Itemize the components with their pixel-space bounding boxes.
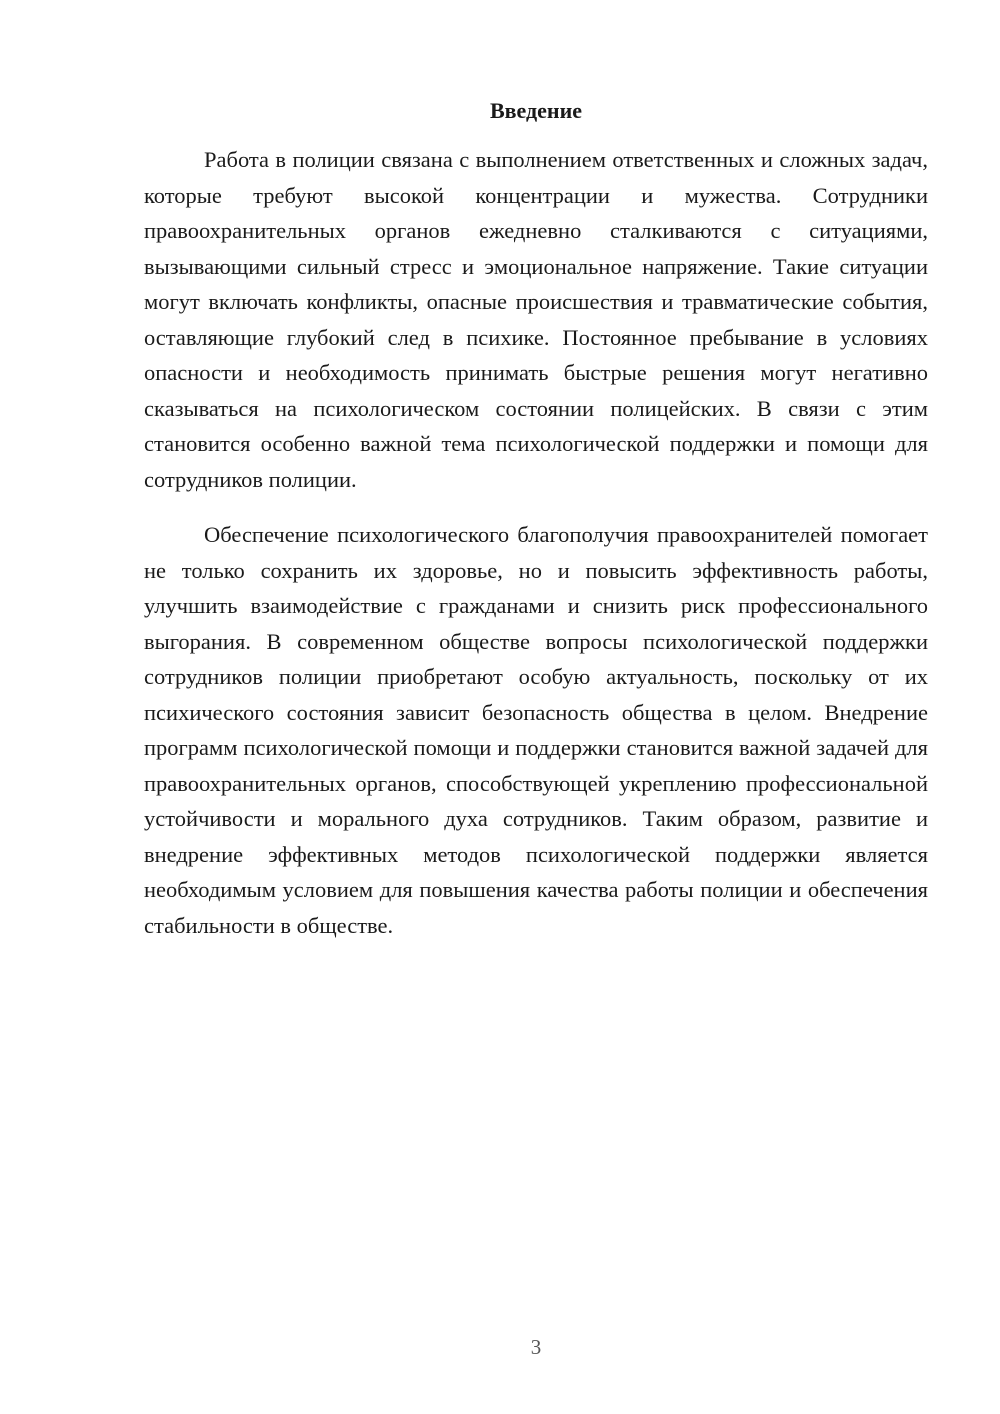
body-text [144,142,928,943]
section-heading: Введение [489,98,583,123]
paragraph-2: Обеспечение психологического благополучия правоохранителей помогает не только сохранить их здоровье, но и повысить эффективность работы, улучшить взаимодействие с гражданами и снизить риск профессионального выгорания. В современном обществе вопросы психологической поддержки сотрудников полиции приобретают особую актуальность, поскольку от их психического состояния зависит безопасность общества в целом. Внедрение программ психологической помощи и поддержки становится важной задачей для правоохранительных органов, способствующей укреплению профессиональной устойчивости и морального духа сотрудников. Таким образом, развитие и внедрение эффективных методов психологической поддержки является необходимым условием для повышения качества работы полиции и обеспечения стабильности в обществе. [144,522,928,938]
paragraph-1: Работа в полиции связана с выполнением ответственных и сложных задач, которые требуют высокой концентрации и мужества. Сотрудники правоохранительных органов ежедневно сталкиваются с ситуациями, вызывающими сильный стресс и эмоциональное напряжение. Такие ситуации могут включать конфликты, опасные происшествия и травматические события, оставляющие глубокий след в психике. Постоянное пребывание в условиях опасности и необходимость принимать быстрые решения могут негативно сказываться на психологическом состоянии полицейских. В связи с этим становится особенно важной тема психологической поддержки и помощи для сотрудников полиции. [144,147,928,492]
page-number: 3 [530,1335,542,1359]
